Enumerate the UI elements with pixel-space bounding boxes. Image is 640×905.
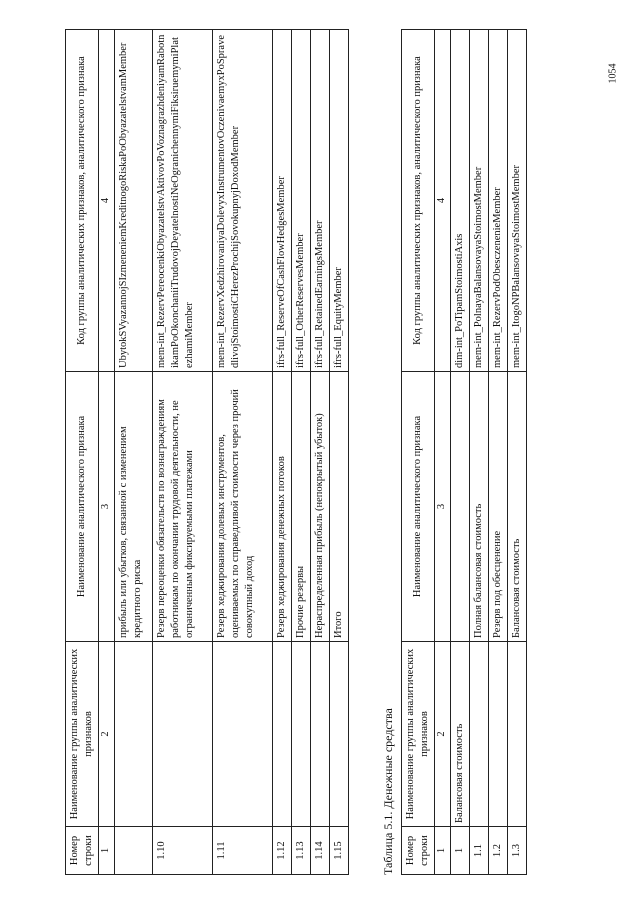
attribute-code: mem-int_ItogoNPBalansovayaStoimostMember [508,30,527,372]
table-row [114,30,152,875]
attribute-name: Резерв хеджирования денежных потоков [272,372,291,642]
column-index-row [99,30,114,875]
attribute-code: mem-int_PolnayaBalansovayaStoimostMember [469,30,488,372]
index-cell: 4 [435,30,450,372]
attribute-name: прибыль или убытков, связанной с изменением кредитного риска [114,372,152,642]
table-row [291,30,310,875]
attributes-table [65,29,349,875]
row-number: 1.10 [152,827,212,875]
header-row-number: Номер строки [66,827,99,875]
cash-table [401,29,527,875]
attribute-name: Полная балансовая стоимость [469,372,488,642]
attribute-name [450,372,469,642]
table-row [152,30,212,875]
attribute-code: mem-int_RezervPereocenkiObyazatelstvAktivovPoVoznagrazhdeniyamRabotnikamPoOkonchaniiTrudovojDeyatelnostiNeOgranichennymiFiksiruemymiPlatezhamiMember [152,30,212,372]
index-cell: 2 [99,642,114,827]
table-row [488,30,507,875]
row-number: 1.14 [310,827,329,875]
attribute-code: dim-int_PoTipamStoimostiAxis [450,30,469,372]
attribute-code: ifrs-full_EquityMember [330,30,349,372]
group-name [152,642,212,827]
attribute-name: Резерв под обесценение [488,372,507,642]
group-name [330,642,349,827]
index-cell: 3 [99,372,114,642]
table-row [272,30,291,875]
group-name: Балансовая стоимость [450,642,469,827]
row-number: 1.15 [330,827,349,875]
attribute-code: mem-int_RezervXedzhirovaniyaDolevyxInstrumentovOczenivaemyxPoSpravedlivojStoimostiCHerezProchijSovokupnyjDoxodMember [212,30,272,372]
group-name [114,642,152,827]
table-row [212,30,272,875]
index-cell: 4 [99,30,114,372]
page-number: 1054 [607,63,619,83]
rotated-page-content [65,30,530,875]
table-row [450,30,469,875]
group-name [272,642,291,827]
table-row [469,30,488,875]
table-header-row [66,30,99,875]
row-number: 1.3 [508,827,527,875]
attribute-name: Нераспределенная прибыль (непокрытый убыток) [310,372,329,642]
row-number: 1.2 [488,827,507,875]
attribute-code: UbytokSVyazannojSIzmeneniemKreditnogoRiskaPoObyazatelstvamMember [114,30,152,372]
attribute-name: Итого [330,372,349,642]
group-name [469,642,488,827]
header-group-name: Наименование группы аналитических признаков [402,642,435,827]
attribute-code: ifrs-full_ReserveOfCashFlowHedgesMember [272,30,291,372]
header-attribute-name: Наименование аналитического признака [402,372,435,642]
row-number: 1.11 [212,827,272,875]
row-number: 1 [450,827,469,875]
group-name [291,642,310,827]
attribute-code: ifrs-full_RetainedEarningsMember [310,30,329,372]
index-cell: 3 [435,372,450,642]
header-code: Код группы аналитических признаков, аналитического признака [66,30,99,372]
row-number: 1.12 [272,827,291,875]
attribute-name: Резерв хеджирования долевых инструментов, оцениваемых по справедливой стоимости через прочий совокупный доход [212,372,272,642]
attribute-code: mem-int_RezervPodObesczenenieMember [488,30,507,372]
table-header-row [402,30,435,875]
group-name [508,642,527,827]
attribute-code: ifrs-full_OtherReservesMember [291,30,310,372]
index-cell: 2 [435,642,450,827]
table-row [508,30,527,875]
row-number: 1.13 [291,827,310,875]
table-row [310,30,329,875]
group-name [310,642,329,827]
group-name [488,642,507,827]
index-cell: 1 [435,827,450,875]
header-code: Код группы аналитических признаков, аналитического признака [402,30,435,372]
table-caption: Таблица 5.1. Денежные средства [381,708,395,875]
group-name [212,642,272,827]
row-number: 1.1 [469,827,488,875]
table-row [330,30,349,875]
header-attribute-name: Наименование аналитического признака [66,372,99,642]
header-row-number: Номер строки [402,827,435,875]
attribute-name: Прочие резервы [291,372,310,642]
column-index-row [435,30,450,875]
attribute-name: Балансовая стоимость [508,372,527,642]
row-number [114,827,152,875]
attribute-name: Резерв переоценки обязательств по вознаграждениям работникам по окончании трудовой деятельности, не ограниченным фиксируемыми платежами [152,372,212,642]
index-cell: 1 [99,827,114,875]
header-group-name: Наименование группы аналитических признаков [66,642,99,827]
